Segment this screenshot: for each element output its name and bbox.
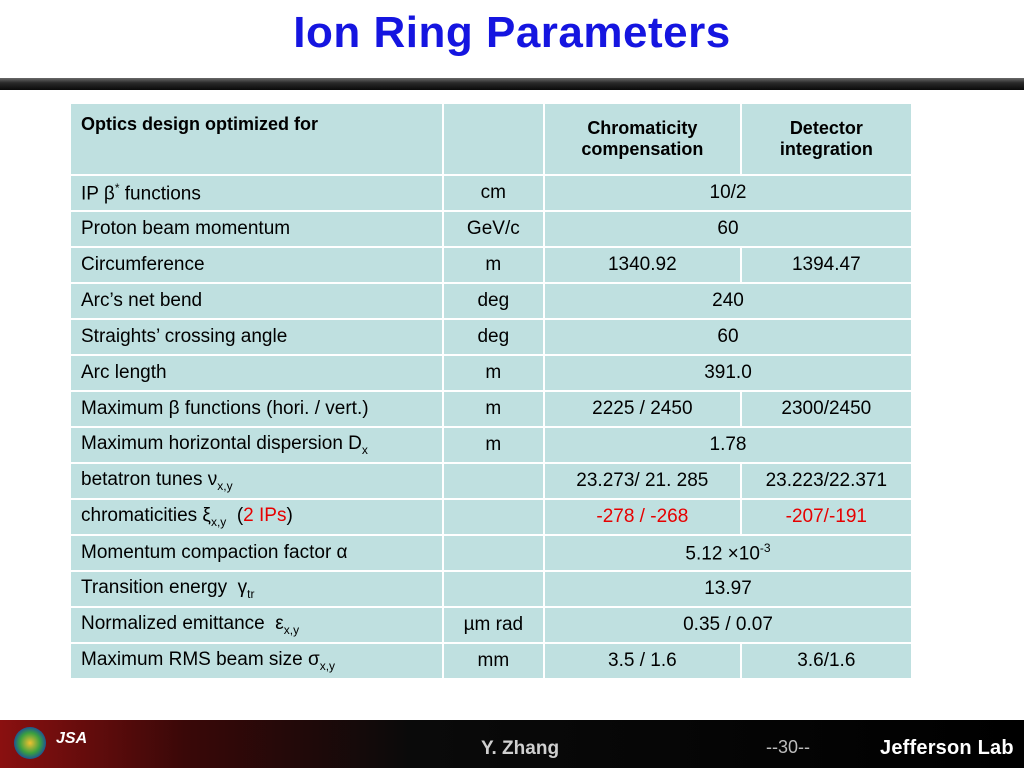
table-row <box>70 283 912 319</box>
footer-author: Y. Zhang <box>480 738 560 759</box>
row-value: 10/2 <box>544 175 912 211</box>
row-label: Circumference <box>70 247 443 283</box>
row-value-chromaticity: 2225 / 2450 <box>544 391 741 427</box>
row-value: 1.78 <box>544 427 912 463</box>
table-row <box>70 391 912 427</box>
table-row <box>70 355 912 391</box>
row-value: 0.35 / 0.07 <box>544 607 912 643</box>
page-title: Ion Ring Parameters <box>293 8 731 57</box>
jefferson-lab-logo: Jefferson Lab <box>880 737 1014 759</box>
row-label: Arc length <box>70 355 443 391</box>
row-unit: µm rad <box>443 607 544 643</box>
row-label: Arc’s net bend <box>70 283 443 319</box>
table-row <box>70 463 912 499</box>
row-value: 60 <box>544 319 912 355</box>
parameters-table <box>69 102 913 680</box>
row-value-chromaticity: 23.273/ 21. 285 <box>544 463 741 499</box>
row-value: 60 <box>544 211 912 247</box>
table-row <box>70 643 912 679</box>
row-label: Maximum horizontal dispersion $D_x$ <box>70 427 443 463</box>
title-divider <box>0 78 1024 90</box>
row-unit <box>443 571 544 607</box>
row-value-detector: 3.6/1.6 <box>741 643 912 679</box>
row-unit: m <box>443 427 544 463</box>
table-header-row <box>70 103 912 175</box>
row-value: 240 <box>544 283 912 319</box>
row-value-chromaticity: 3.5 / 1.6 <box>544 643 741 679</box>
table-row <box>70 499 912 535</box>
row-unit <box>443 463 544 499</box>
row-value-detector: 2300/2450 <box>741 391 912 427</box>
row-unit: deg <box>443 283 544 319</box>
header-chromaticity-compensation: Chromaticity compensation <box>544 103 741 175</box>
row-label: IP β* functions <box>70 175 443 211</box>
row-label: Proton beam momentum <box>70 211 443 247</box>
header-detector-integration: Detector integration <box>741 103 912 175</box>
row-unit: GeV/c <box>443 211 544 247</box>
table-row <box>70 211 912 247</box>
row-label: Momentum compaction factor α <box>70 535 443 571</box>
row-label: Maximum β functions (hori. / vert.) <box>70 391 443 427</box>
jsa-logo: JSA <box>56 730 88 747</box>
table-row <box>70 247 912 283</box>
row-unit: m <box>443 391 544 427</box>
row-unit: m <box>443 247 544 283</box>
row-value: 13.97 <box>544 571 912 607</box>
header-unit <box>443 103 544 175</box>
ip-count-highlight: 2 IPs <box>243 505 287 527</box>
header-design-label: Optics design optimized for <box>70 103 443 175</box>
page-number: --30-- <box>766 737 810 757</box>
row-value: $5.12 \times 10^{-3}$ <box>544 535 912 571</box>
table-row <box>70 535 912 571</box>
row-label: Normalized emittance $\varepsilon_{x,y}$ <box>70 607 443 643</box>
row-value-detector: 1394.47 <box>741 247 912 283</box>
row-label: chromaticities $\xi_{x,y}$ (2 IPs) <box>70 499 443 535</box>
row-value-detector: 23.223/22.371 <box>741 463 912 499</box>
row-label: Maximum RMS beam size $\sigma_{x,y}$ <box>70 643 443 679</box>
table-row <box>70 427 912 463</box>
table-row <box>70 607 912 643</box>
table-row <box>70 175 912 211</box>
row-label: betatron tunes $\nu_{x,y}$ <box>70 463 443 499</box>
row-value-detector: -207/-191 <box>741 499 912 535</box>
row-value-chromaticity: -278 / -268 <box>544 499 741 535</box>
row-label: Transition energy $\gamma_{tr}$ <box>70 571 443 607</box>
row-unit: mm <box>443 643 544 679</box>
row-value: 391.0 <box>544 355 912 391</box>
row-label: Straights’ crossing angle <box>70 319 443 355</box>
table-row <box>70 319 912 355</box>
row-unit: deg <box>443 319 544 355</box>
table-row <box>70 571 912 607</box>
row-unit: m <box>443 355 544 391</box>
row-unit: cm <box>443 175 544 211</box>
row-unit <box>443 499 544 535</box>
row-unit <box>443 535 544 571</box>
row-value-chromaticity: 1340.92 <box>544 247 741 283</box>
